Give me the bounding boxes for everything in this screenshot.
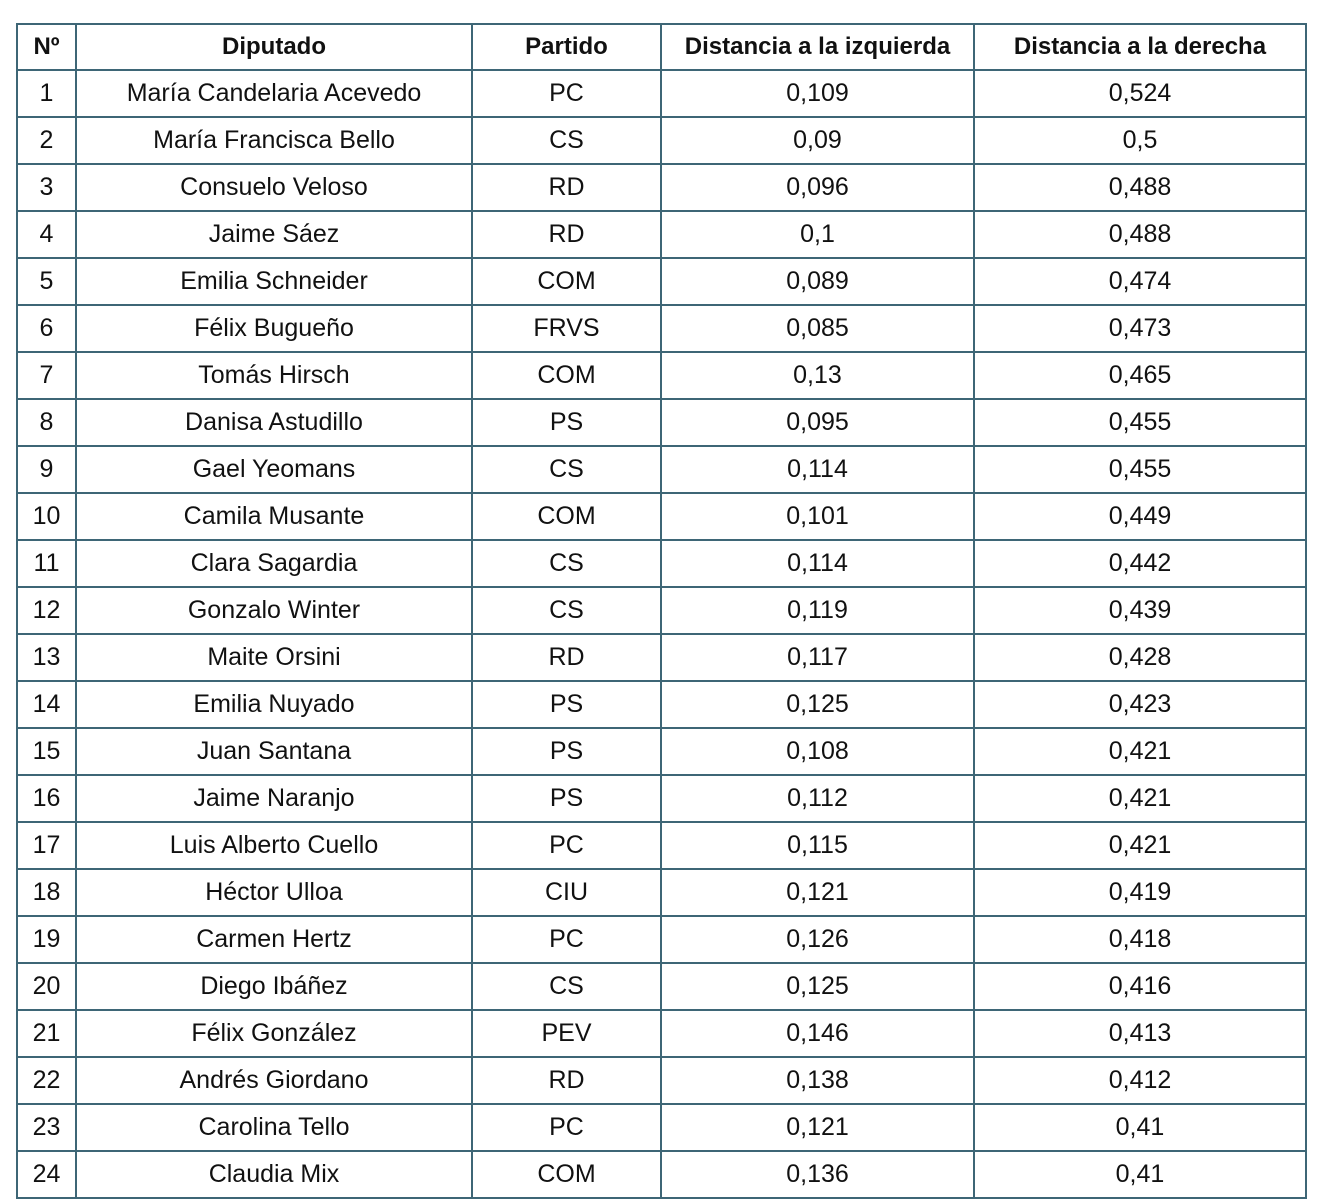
cell-distance-right: 0,421: [974, 775, 1306, 822]
cell-deputy-name: Diego Ibáñez: [76, 963, 472, 1010]
cell-distance-right: 0,421: [974, 728, 1306, 775]
cell-party: COM: [472, 258, 661, 305]
cell-number: 5: [17, 258, 76, 305]
cell-deputy-name: Consuelo Veloso: [76, 164, 472, 211]
cell-party: COM: [472, 1151, 661, 1198]
cell-number: 14: [17, 681, 76, 728]
cell-party: PS: [472, 728, 661, 775]
table-row: [17, 70, 1306, 117]
cell-number: 8: [17, 399, 76, 446]
header-number: Nº: [17, 24, 76, 70]
cell-number: 17: [17, 822, 76, 869]
table-row: [17, 493, 1306, 540]
cell-distance-left: 0,089: [661, 258, 974, 305]
cell-deputy-name: Maite Orsini: [76, 634, 472, 681]
cell-distance-left: 0,117: [661, 634, 974, 681]
header-row: [17, 24, 1306, 70]
cell-deputy-name: Camila Musante: [76, 493, 472, 540]
cell-distance-right: 0,449: [974, 493, 1306, 540]
cell-distance-right: 0,419: [974, 869, 1306, 916]
cell-party: CS: [472, 540, 661, 587]
table-row: [17, 258, 1306, 305]
table-row: [17, 728, 1306, 775]
cell-distance-right: 0,439: [974, 587, 1306, 634]
cell-number: 4: [17, 211, 76, 258]
cell-number: 21: [17, 1010, 76, 1057]
cell-distance-right: 0,465: [974, 352, 1306, 399]
cell-distance-right: 0,412: [974, 1057, 1306, 1104]
cell-deputy-name: Andrés Giordano: [76, 1057, 472, 1104]
cell-distance-left: 0,13: [661, 352, 974, 399]
cell-number: 10: [17, 493, 76, 540]
cell-distance-right: 0,428: [974, 634, 1306, 681]
table-row: [17, 446, 1306, 493]
cell-distance-left: 0,095: [661, 399, 974, 446]
cell-distance-right: 0,442: [974, 540, 1306, 587]
table-row: [17, 634, 1306, 681]
cell-number: 6: [17, 305, 76, 352]
cell-distance-left: 0,115: [661, 822, 974, 869]
cell-distance-right: 0,455: [974, 446, 1306, 493]
cell-party: RD: [472, 1057, 661, 1104]
cell-party: RD: [472, 634, 661, 681]
cell-distance-left: 0,1: [661, 211, 974, 258]
cell-number: 24: [17, 1151, 76, 1198]
cell-party: CS: [472, 446, 661, 493]
table-row: [17, 164, 1306, 211]
cell-distance-right: 0,488: [974, 164, 1306, 211]
cell-party: PC: [472, 822, 661, 869]
cell-deputy-name: Luis Alberto Cuello: [76, 822, 472, 869]
table-row: [17, 681, 1306, 728]
cell-number: 18: [17, 869, 76, 916]
cell-deputy-name: Juan Santana: [76, 728, 472, 775]
cell-distance-right: 0,524: [974, 70, 1306, 117]
deputies-distance-table: [16, 23, 1307, 1199]
cell-number: 16: [17, 775, 76, 822]
cell-deputy-name: Gonzalo Winter: [76, 587, 472, 634]
cell-deputy-name: María Candelaria Acevedo: [76, 70, 472, 117]
cell-distance-left: 0,125: [661, 963, 974, 1010]
cell-number: 19: [17, 916, 76, 963]
cell-distance-left: 0,138: [661, 1057, 974, 1104]
cell-distance-right: 0,41: [974, 1151, 1306, 1198]
cell-distance-right: 0,418: [974, 916, 1306, 963]
cell-distance-right: 0,473: [974, 305, 1306, 352]
cell-deputy-name: Jaime Sáez: [76, 211, 472, 258]
table-row: [17, 211, 1306, 258]
cell-distance-left: 0,125: [661, 681, 974, 728]
cell-distance-left: 0,136: [661, 1151, 974, 1198]
cell-party: PC: [472, 916, 661, 963]
table-row: [17, 1057, 1306, 1104]
table-row: [17, 916, 1306, 963]
cell-deputy-name: Danisa Astudillo: [76, 399, 472, 446]
cell-deputy-name: Héctor Ulloa: [76, 869, 472, 916]
cell-number: 13: [17, 634, 76, 681]
header-distance-left: Distancia a la izquierda: [661, 24, 974, 70]
cell-number: 7: [17, 352, 76, 399]
cell-distance-right: 0,416: [974, 963, 1306, 1010]
cell-distance-left: 0,121: [661, 869, 974, 916]
cell-party: PC: [472, 1104, 661, 1151]
cell-distance-left: 0,096: [661, 164, 974, 211]
table-row: [17, 869, 1306, 916]
table-row: [17, 305, 1306, 352]
cell-number: 23: [17, 1104, 76, 1151]
table-row: [17, 822, 1306, 869]
table-row: [17, 587, 1306, 634]
table-row: [17, 399, 1306, 446]
cell-distance-left: 0,121: [661, 1104, 974, 1151]
cell-party: RD: [472, 164, 661, 211]
cell-distance-right: 0,455: [974, 399, 1306, 446]
cell-distance-right: 0,474: [974, 258, 1306, 305]
table-row: [17, 1104, 1306, 1151]
cell-party: PS: [472, 775, 661, 822]
cell-number: 22: [17, 1057, 76, 1104]
cell-party: FRVS: [472, 305, 661, 352]
cell-deputy-name: Claudia Mix: [76, 1151, 472, 1198]
cell-party: RD: [472, 211, 661, 258]
cell-number: 9: [17, 446, 76, 493]
cell-distance-left: 0,109: [661, 70, 974, 117]
table-body: [17, 70, 1306, 1198]
cell-deputy-name: María Francisca Bello: [76, 117, 472, 164]
cell-distance-right: 0,413: [974, 1010, 1306, 1057]
cell-number: 11: [17, 540, 76, 587]
cell-distance-left: 0,101: [661, 493, 974, 540]
cell-number: 20: [17, 963, 76, 1010]
cell-distance-left: 0,126: [661, 916, 974, 963]
cell-distance-left: 0,108: [661, 728, 974, 775]
table-row: [17, 775, 1306, 822]
cell-party: CS: [472, 117, 661, 164]
table-header: [17, 24, 1306, 70]
cell-party: COM: [472, 352, 661, 399]
table-row: [17, 963, 1306, 1010]
cell-number: 2: [17, 117, 76, 164]
cell-distance-left: 0,09: [661, 117, 974, 164]
cell-party: PC: [472, 70, 661, 117]
cell-deputy-name: Carmen Hertz: [76, 916, 472, 963]
cell-deputy-name: Gael Yeomans: [76, 446, 472, 493]
cell-deputy-name: Clara Sagardia: [76, 540, 472, 587]
cell-number: 1: [17, 70, 76, 117]
cell-party: CIU: [472, 869, 661, 916]
cell-party: CS: [472, 587, 661, 634]
cell-deputy-name: Jaime Naranjo: [76, 775, 472, 822]
cell-deputy-name: Félix González: [76, 1010, 472, 1057]
cell-party: PS: [472, 681, 661, 728]
cell-distance-right: 0,5: [974, 117, 1306, 164]
cell-distance-left: 0,085: [661, 305, 974, 352]
table-row: [17, 540, 1306, 587]
cell-distance-left: 0,146: [661, 1010, 974, 1057]
cell-deputy-name: Emilia Nuyado: [76, 681, 472, 728]
deputies-table-container: [16, 23, 1305, 1199]
cell-distance-right: 0,41: [974, 1104, 1306, 1151]
table-row: [17, 117, 1306, 164]
cell-number: 12: [17, 587, 76, 634]
cell-number: 3: [17, 164, 76, 211]
cell-deputy-name: Carolina Tello: [76, 1104, 472, 1151]
cell-deputy-name: Félix Bugueño: [76, 305, 472, 352]
cell-distance-left: 0,112: [661, 775, 974, 822]
cell-party: PEV: [472, 1010, 661, 1057]
cell-party: CS: [472, 963, 661, 1010]
cell-distance-right: 0,488: [974, 211, 1306, 258]
cell-distance-right: 0,423: [974, 681, 1306, 728]
cell-distance-left: 0,114: [661, 540, 974, 587]
header-party: Partido: [472, 24, 661, 70]
header-deputy: Diputado: [76, 24, 472, 70]
table-row: [17, 1010, 1306, 1057]
cell-distance-left: 0,114: [661, 446, 974, 493]
cell-distance-right: 0,421: [974, 822, 1306, 869]
cell-distance-left: 0,119: [661, 587, 974, 634]
cell-deputy-name: Tomás Hirsch: [76, 352, 472, 399]
table-row: [17, 352, 1306, 399]
cell-deputy-name: Emilia Schneider: [76, 258, 472, 305]
cell-party: PS: [472, 399, 661, 446]
cell-party: COM: [472, 493, 661, 540]
cell-number: 15: [17, 728, 76, 775]
table-row: [17, 1151, 1306, 1198]
header-distance-right: Distancia a la derecha: [974, 24, 1306, 70]
